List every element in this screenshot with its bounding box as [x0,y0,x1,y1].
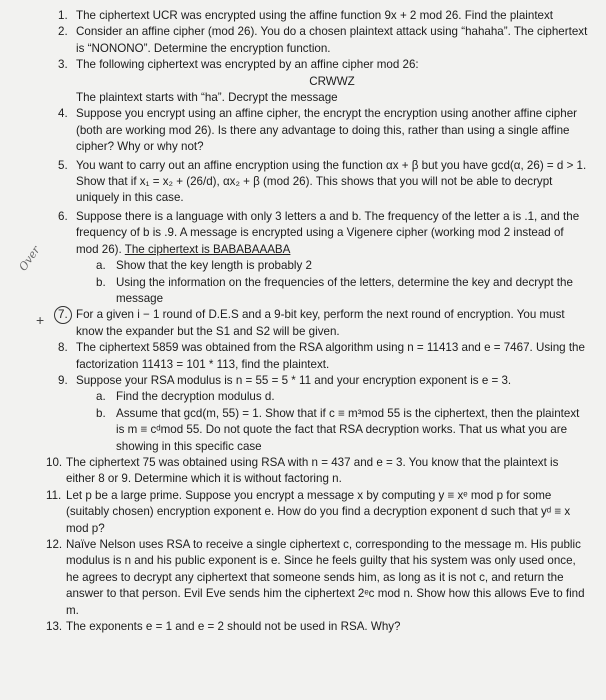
subproblem-text: Show that the key length is probably 2 [116,259,312,273]
problem-number: 8. [58,341,68,355]
problem-3 [0,57,606,106]
problem-1 [0,8,606,24]
problem-9b [0,406,606,455]
problem-7 [0,307,606,340]
margin-handwritten-mark: + [36,312,45,328]
problem-number: 2. [58,25,68,39]
problem-number: 1. [58,9,68,22]
subproblem-letter: a. [96,390,106,404]
problem-number: 9. [58,373,68,387]
problem-text: For a given i − 1 round of D.E.S and a 9-bit key, perform the next round of encryption. You must know the expander but the S1 and S2 will be given. [76,308,565,338]
problem-2 [0,24,606,57]
problem-text: You want to carry out an affine encryption using the function αx + β but you have gcd(α, 26) = d > 1. Show that if x₁ = x₂ + (26/d), αx₂ + β (mod 26). This shows that you will not be able to decrypt uniquely in this case. [76,158,587,205]
problem-11 [0,488,606,537]
problem-text: Naïve Nelson uses RSA to receive a single ciphertext c, corresponding to the message m. His public modulus is n and his public exponent is e. Since he feels guilty that his system was only used once, he agrees to decrypt any ciphertext that someone sends him, as long as it is not c, and return the answer to that person. Evil Eve sends him the ciphertext 2ᵉc mod n. Show how this allows Eve to find m. [66,538,585,617]
problem-text: The ciphertext 5859 was obtained from the RSA algorithm using n = 11413 and e = 7467. Using the factorization 11413 = 101 * 113, find the plaintext. [76,341,585,371]
subproblem-text: Assume that gcd(m, 55) = 1. Show that if c ≡ m³mod 55 is the ciphertext, then the plaintext is m ≡ cᵈmod 55. Do not quote the fact that RSA decryption works. That us what you are showing in this specific case [116,406,580,453]
problem-text-cont: The plaintext starts with “ha”. Decrypt the message [76,91,338,105]
problem-10 [0,455,606,488]
problem-number: 3. [58,58,68,72]
problem-text: The ciphertext 75 was obtained using RSA with n = 437 and e = 3. You know that the plaintext is either 8 or 9. Determine which it is without factoring n. [66,455,559,486]
problem-number: 13. [46,620,63,634]
problem-text: Consider an affine cipher (mod 26). You do a chosen plaintext attack using “hahaha”. The ciphertext is “NONONO”. Determine the encryption function. [76,25,588,55]
subproblem-letter: b. [96,406,106,420]
problem-9a [0,389,606,405]
problem-number: 5. [58,158,68,172]
margin-handwritten-note: Over [16,243,43,274]
subproblem-text: Find the decryption modulus d. [116,390,275,404]
problem-text: Let p be a large prime. Suppose you encrypt a message x by computing y ≡ xᵉ mod p for some (suitably chosen) encryption exponent e. How do you find a decryption exponent d such that yᵈ ≡ x mod p? [66,488,571,535]
subproblem-text: Using the information on the frequencies of the letters, determine the key and decrypt the message [116,275,573,305]
problem-8 [0,340,606,373]
problem-text: Suppose there is a language with only 3 letters a and b. The frequency of the letter a is .1, and the frequency of b is .9. A message is encrypted using a Vigenere cipher (working mod 2 instead of mod 26). [76,209,580,256]
problem-5 [0,158,606,207]
problem-text: The following ciphertext was encrypted by an affine cipher mod 26: [76,58,419,72]
problem-number: 6. [58,209,68,223]
problem-text: Suppose your RSA modulus is n = 55 = 5 * 11 and your encryption exponent is e = 3. [76,373,512,387]
problem-13 [0,619,606,635]
problem-number: 11. [46,488,62,502]
problem-number: 4. [58,107,68,121]
problem-text: Suppose you encrypt using an affine cipher, the encrypt the encryption using another affine cipher (both are working mod 26). Is there any advantage to doing this, rather than using a single affine cipher? Why or why not? [76,107,578,154]
problem-list [0,8,606,635]
problem-text: The ciphertext UCR was encrypted using the affine function 9x + 2 mod 26. Find the plaintext [76,9,554,22]
problem-text: The exponents e = 1 and e = 2 should not be used in RSA. Why? [66,620,401,634]
ciphertext-line: CRWWZ [309,74,355,88]
problem-12 [0,537,606,619]
ciphertext-underlined: The ciphertext is BABABAAABA [124,242,291,256]
subproblem-letter: a. [96,259,106,273]
subproblem-letter: b. [96,275,106,289]
problem-4 [0,106,606,155]
problem-9 [0,373,606,389]
problem-6a [0,258,606,274]
problem-6b [0,275,606,308]
problem-number: 12. [46,538,63,551]
problem-6 [0,209,606,258]
problem-number: 7. [58,308,68,322]
problem-number: 10. [46,455,63,469]
